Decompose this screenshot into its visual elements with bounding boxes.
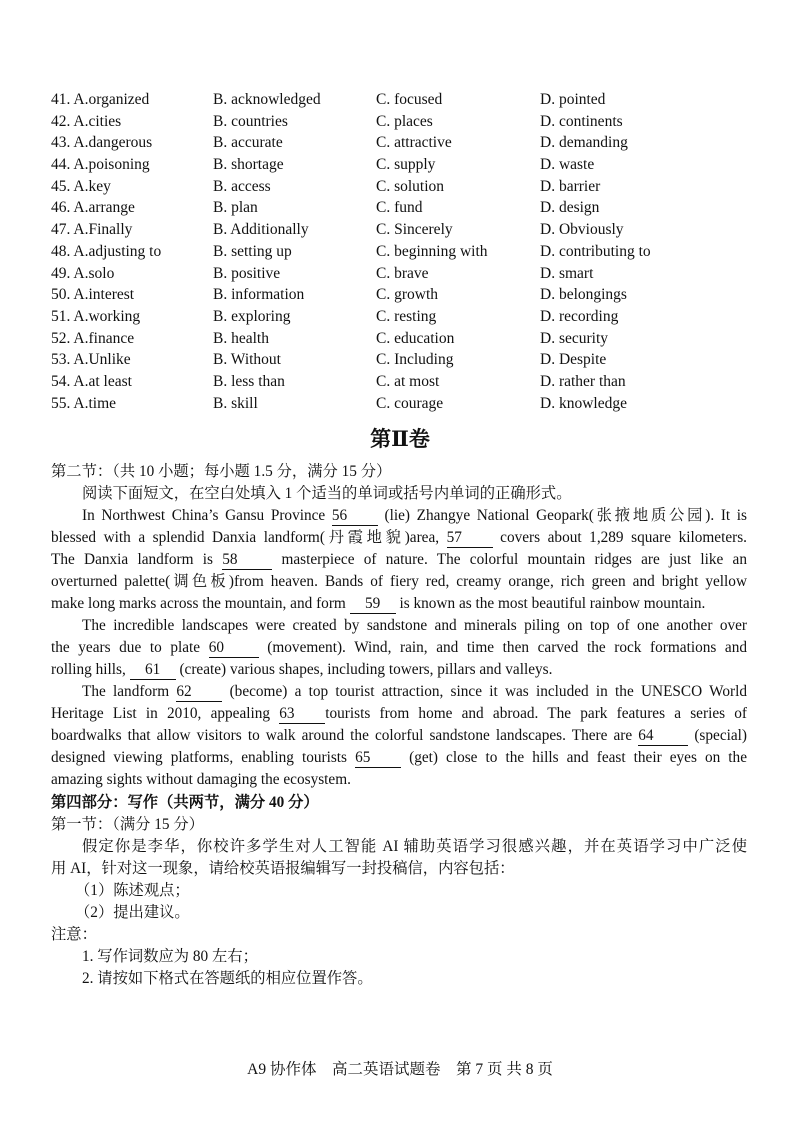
option-c: C. education xyxy=(376,329,455,347)
option-c: C. growth xyxy=(376,286,438,304)
option-d: D. Despite xyxy=(540,351,607,369)
blank-58: 58 xyxy=(222,551,272,570)
option-row xyxy=(51,111,771,133)
option-b: B. plan xyxy=(213,199,258,217)
section-title: 第Ⅱ卷 xyxy=(370,427,430,451)
p3-line2 xyxy=(51,703,747,725)
option-c: C. Including xyxy=(376,351,454,369)
option-d: D. security xyxy=(540,329,609,347)
option-c: C. places xyxy=(376,112,433,130)
option-a: A.time xyxy=(73,394,117,412)
section2-instruction: 阅读下面短文，在空白处填入 1 个适当的单词或括号内单词的正确形式。 xyxy=(82,485,572,502)
question-number: 53. xyxy=(51,351,71,369)
option-row xyxy=(51,306,771,328)
paragraph-1 xyxy=(51,505,747,615)
option-d: D. knowledge xyxy=(540,394,627,412)
note-1: 1. 写作词数应为 80 左右； xyxy=(82,948,258,965)
p3-line5: amazing sights without damaging the ecosystem. xyxy=(51,771,351,788)
option-a: A.working xyxy=(73,307,141,325)
text: (create) various shapes, including towers, pillars and valleys. xyxy=(175,661,553,678)
question-number: 41. xyxy=(51,91,71,108)
text: (become) a top tourist attraction, since it was included in the UNESCO World xyxy=(222,683,747,700)
p3-line3 xyxy=(51,725,747,747)
option-a: A.solo xyxy=(73,264,115,282)
option-c: C. focused xyxy=(376,91,443,108)
text: is known as the most beautiful rainbow mountain. xyxy=(395,595,706,612)
paragraph-3 xyxy=(51,681,747,791)
paragraph-2 xyxy=(51,615,747,681)
blank-56: 56 xyxy=(332,507,378,526)
note-2: 2. 请按如下格式在答题纸的相应位置作答。 xyxy=(82,970,373,987)
option-row xyxy=(51,197,771,219)
part4-subheading: 第一节：（满分 15 分） xyxy=(51,816,204,833)
option-c: C. solution xyxy=(376,177,445,195)
option-number-a xyxy=(51,241,213,263)
option-b: B. Additionally xyxy=(213,221,309,239)
option-d: D. contributing to xyxy=(540,242,651,260)
option-b: B. less than xyxy=(213,372,285,390)
option-a: A.adjusting to xyxy=(73,242,162,260)
multiple-choice-options xyxy=(51,89,771,414)
option-number-a xyxy=(51,219,213,241)
writing-prompt-line1: 假定你是李华，你校许多学生对人工智能 AI 辅助英语学习很感兴趣，并在英语学习中广泛使 xyxy=(82,838,747,855)
option-b: B. countries xyxy=(213,112,288,130)
blank-64: 64 xyxy=(638,727,688,746)
text: Heritage List in 2010, appealing xyxy=(51,705,280,722)
option-a: A.finance xyxy=(73,329,135,347)
option-a: A.Finally xyxy=(73,221,133,239)
option-a: A.Unlike xyxy=(73,351,131,369)
option-d: D. rather than xyxy=(540,372,626,390)
text: The Danxia landform is xyxy=(51,551,223,568)
option-a: A.dangerous xyxy=(73,134,153,152)
text: (get) close to the hills and feast their eyes on the xyxy=(401,749,747,766)
option-row xyxy=(51,176,771,198)
option-b: B. setting up xyxy=(213,242,292,260)
option-d: D. continents xyxy=(540,112,623,130)
option-a: A.interest xyxy=(73,286,135,304)
option-row xyxy=(51,284,771,306)
option-number-a xyxy=(51,393,213,415)
option-number-a xyxy=(51,306,213,328)
note-label: 注意： xyxy=(51,926,97,943)
option-b: B. access xyxy=(213,177,271,195)
option-d: D. waste xyxy=(540,156,595,174)
question-number: 50. xyxy=(51,286,71,304)
prompt-item-2: （2）提出建议。 xyxy=(75,904,190,921)
option-c: C. beginning with xyxy=(376,242,488,260)
option-d: D. design xyxy=(540,199,600,217)
text: designed viewing platforms, enabling tourists xyxy=(51,749,356,766)
text: The landform xyxy=(82,683,177,700)
option-c: C. fund xyxy=(376,199,423,217)
option-row xyxy=(51,371,771,393)
text: boardwalks that allow visitors to walk around the colorful sandstone landscapes. There are xyxy=(51,727,639,744)
question-number: 43. xyxy=(51,134,71,152)
option-b: B. positive xyxy=(213,264,281,282)
option-number-a xyxy=(51,371,213,393)
option-number-a xyxy=(51,284,213,306)
option-d: D. demanding xyxy=(540,134,628,152)
p3-line4 xyxy=(51,747,747,769)
option-number-a xyxy=(51,197,213,219)
text: (special) xyxy=(688,727,747,744)
option-b: B. information xyxy=(213,286,305,304)
option-d: D. pointed xyxy=(540,91,606,108)
text: rolling hills, xyxy=(51,661,130,678)
question-number: 54. xyxy=(51,372,71,390)
question-number: 52. xyxy=(51,329,71,347)
option-c: C. at most xyxy=(376,372,440,390)
option-row xyxy=(51,132,771,154)
blank-61: 61 xyxy=(130,661,176,680)
option-a: A.arrange xyxy=(73,199,135,217)
option-row xyxy=(51,328,771,350)
option-number-a xyxy=(51,132,213,154)
option-c: C. resting xyxy=(376,307,437,325)
blank-57: 57 xyxy=(447,529,493,548)
question-number: 48. xyxy=(51,242,71,260)
option-d: D. recording xyxy=(540,307,619,325)
text: the years due to plate xyxy=(51,639,209,656)
blank-62: 62 xyxy=(176,683,222,702)
option-c: C. brave xyxy=(376,264,429,282)
p1-line3 xyxy=(51,549,747,571)
page-footer: A9 协作体 高二英语试题卷 第 7 页 共 8 页 xyxy=(247,1061,553,1078)
part4-heading: 第四部分：写作（共两节，满分 40 分） xyxy=(51,794,319,811)
option-b: B. Without xyxy=(213,351,281,369)
option-c: C. Sincerely xyxy=(376,221,453,239)
question-number: 46. xyxy=(51,199,71,217)
p1-line4: overturned palette(调色板)from heaven. Bands of fiery red, creamy orange, rich green and bright yellow xyxy=(51,573,747,590)
option-number-a xyxy=(51,328,213,350)
text: masterpiece of nature. The colorful mountain ridges are just like an xyxy=(272,551,747,568)
p2-line1: The incredible landscapes were created by sandstone and minerals piling on top of one another over xyxy=(82,617,747,634)
section2-heading: 第二节：（共 10 小题；每小题 1.5 分，满分 15 分） xyxy=(51,463,392,480)
option-number-a xyxy=(51,111,213,133)
prompt-item-1: （1）陈述观点； xyxy=(75,882,190,899)
text: make long marks across the mountain, and form xyxy=(51,595,350,612)
option-row xyxy=(51,89,771,111)
blank-59: 59 xyxy=(350,595,396,614)
option-d: D. smart xyxy=(540,264,594,282)
p2-line3 xyxy=(51,659,747,681)
option-row xyxy=(51,154,771,176)
text: (lie) Zhangye National Geopark(张掖地质公园). It is xyxy=(377,507,747,524)
text: covers about 1,289 square kilometers. xyxy=(492,529,747,546)
option-b: B. shortage xyxy=(213,156,284,174)
section2-block xyxy=(51,461,747,791)
option-a: A.organized xyxy=(73,91,150,108)
option-d: D. barrier xyxy=(540,177,601,195)
question-number: 55. xyxy=(51,394,71,412)
text: In Northwest China’s Gansu Province xyxy=(82,507,332,524)
blank-60: 60 xyxy=(209,639,259,658)
option-row xyxy=(51,393,771,415)
question-number: 51. xyxy=(51,307,71,325)
p1-line1 xyxy=(51,505,747,527)
option-d: D. Obviously xyxy=(540,221,624,239)
option-a: A.key xyxy=(73,177,111,195)
text: tourists from home and abroad. The park features a series of xyxy=(325,705,747,722)
option-b: B. health xyxy=(213,329,269,347)
question-number: 47. xyxy=(51,221,71,239)
option-a: A.cities xyxy=(73,112,122,130)
blank-63: 63 xyxy=(279,705,325,724)
writing-prompt-line2: 用 AI，针对这一现象，请给校英语报编辑写一封投稿信，内容包括： xyxy=(51,860,515,877)
option-row xyxy=(51,241,771,263)
option-b: B. skill xyxy=(213,394,258,412)
option-a: A.at least xyxy=(73,372,132,390)
option-row xyxy=(51,349,771,371)
option-d: D. belongings xyxy=(540,286,627,304)
question-number: 45. xyxy=(51,177,71,195)
option-number-a xyxy=(51,154,213,176)
option-number-a xyxy=(51,263,213,285)
text: blessed with a splendid Danxia landform(丹霞地貌)area, xyxy=(51,529,447,546)
p1-line5 xyxy=(51,593,747,615)
p2-line2 xyxy=(51,637,747,659)
option-c: C. courage xyxy=(376,394,444,412)
option-a: A.poisoning xyxy=(73,156,150,174)
option-b: B. accurate xyxy=(213,134,283,152)
question-number: 44. xyxy=(51,156,71,174)
option-c: C. supply xyxy=(376,156,436,174)
option-number-a xyxy=(51,349,213,371)
option-b: B. exploring xyxy=(213,307,291,325)
question-number: 42. xyxy=(51,112,71,130)
p3-line1 xyxy=(51,681,747,703)
option-number-a xyxy=(51,89,213,111)
option-b: B. acknowledged xyxy=(213,91,321,108)
p1-line2 xyxy=(51,527,747,549)
option-row xyxy=(51,219,771,241)
blank-65: 65 xyxy=(355,749,401,768)
option-c: C. attractive xyxy=(376,134,452,152)
option-number-a xyxy=(51,176,213,198)
option-row xyxy=(51,263,771,285)
text: (movement). Wind, rain, and time then carved the rock formations and xyxy=(258,639,747,656)
part4-block xyxy=(51,792,747,990)
question-number: 49. xyxy=(51,264,71,282)
